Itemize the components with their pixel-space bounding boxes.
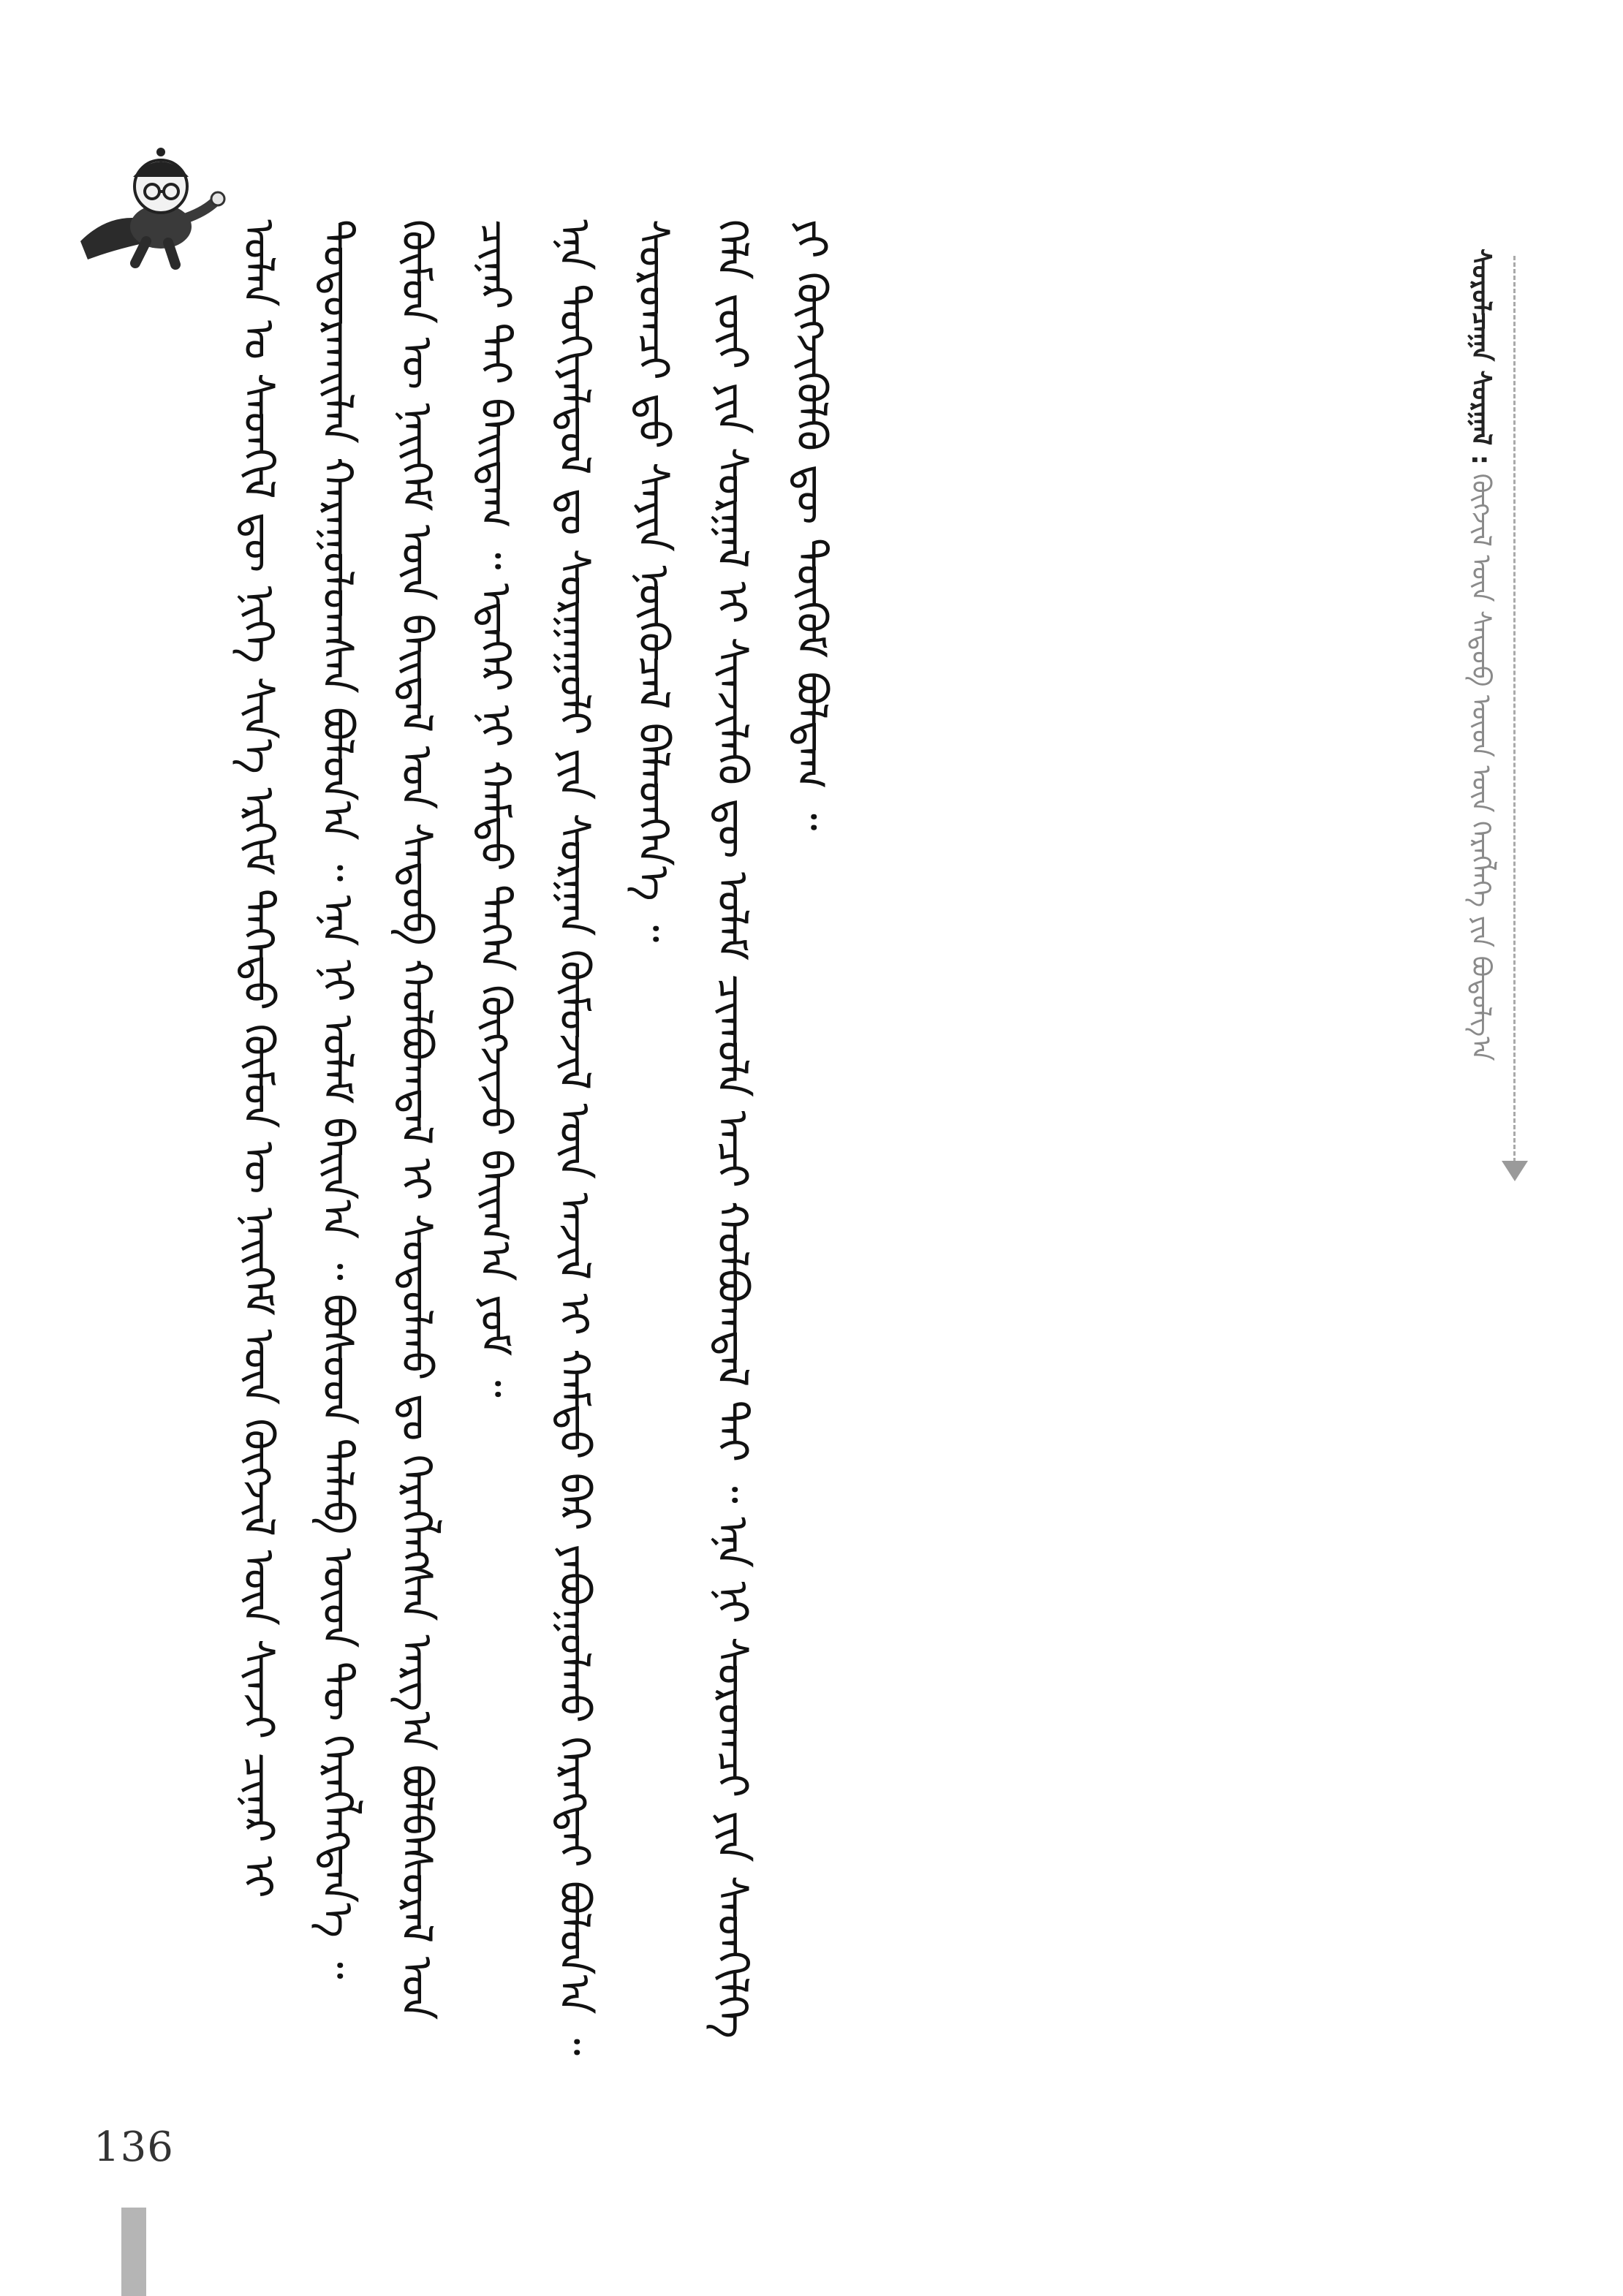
page-number: 136 <box>94 2123 174 2171</box>
paragraph: ᠬᠡᠯᠡ ᠵᠦᠢ ᠶᠢᠨ ᠰᠤᠷᠭᠠᠯ ᠢ ᠰᠢᠨᠵᠢᠯᠡᠬᠦ ᠳᠦ ᠤᠯᠠᠮ ᠴᠢᠬᠤᠯᠠ ᠠᠴᠢ ᠬᠤᠯᠪᠣᠭᠳᠠᠯ ᠲᠠᠢ ᠃ ᠡᠨᠡ ᠨᠢ ᠰᠤᠷᠤᠭᠴᠢ ᠶᠢᠨ ᠰᠡᠳᠬᠢᠯᠭᠡ ᠶᠢ ᠬᠥᠭᠵᠢᠭᠦᠯᠬᠦ ᠳᠦ ᠳᠥᠬᠥᠮ ᠪᠣᠯᠳᠠᠭ ᠃ <box>708 219 836 2039</box>
arrow-down-icon <box>1502 1161 1528 1181</box>
edge-tab <box>121 2208 146 2296</box>
mascot-illustration <box>66 132 227 278</box>
running-header <box>1462 249 1521 1199</box>
paragraph: ᠬᠦᠮᠦᠨ ᠦ ᠨᠡᠢᠭᠡᠮ ᠦᠨ ᠪᠠᠢᠳᠠᠯ ᠤᠨ ᠰᠡᠳᠦᠪ ᠬᠣᠯᠪᠣᠭᠳᠠᠯ ᠢ ᠰᠤᠳᠤᠯᠬᠤ ᠳᠤ ᠬᠡᠷᠡᠭᠯᠡᠭᠰᠡᠨ ᠠᠷᠭ᠎ᠠ ᠪᠣᠯᠪᠠᠰᠤᠷᠠᠯ ᠤᠨ ᠴᠢᠨᠠᠷ ᠲᠠᠢ ᠪᠠᠢᠳᠠᠭ ᠃ ᠡᠳᠡᠭᠡᠷ ᠨᠢ ᠬᠠᠮᠲᠤ ᠳᠡᠭᠡᠨ ᠬᠥᠭᠵᠢᠵᠦ ᠪᠠᠢᠭ᠎ᠠ ᠶᠤᠮ ᠃ <box>392 219 521 2020</box>
paragraph: ᠡᠨᠡ ᠲᠣᠬᠢᠶᠠᠯᠳᠣᠯ ᠳᠤ ᠰᠤᠷᠭᠠᠭᠤᠯᠢ ᠶᠢᠨ ᠰᠤᠷᠭᠠᠨ ᠬᠥᠮᠦᠵᠢᠯ ᠦᠨ ᠠᠵᠢᠯ ᠢ ᠬᠠᠮᠲᠤ ᠪᠡᠷ ᠶᠠᠪᠤᠭᠤᠯᠬᠤ ᠬᠡᠷᠡᠭᠲᠡᠢ ᠪᠣᠯᠤᠨ᠎ᠠ ᠃ ᠰᠤᠷᠤᠭᠴᠢ ᠳ᠋ᠤ ᠰᠠᠶᠢᠨ ᠨᠥᠭᠥᠴᠡᠯ ᠪᠡᠯᠡᠳᠬᠡᠨ᠎ᠡ ᠃ <box>550 219 678 2056</box>
dashed-divider <box>1513 256 1516 1162</box>
paragraph: ᠣᠯᠠᠨ ᠤ ᠰᠡᠳᠬᠢᠯ ᠳᠦ ᠨᠢᠭᠡ ᠰᠢᠨ᠎ᠡ ᠡᠷᠬᠢᠮ ᠳᠡᠭᠡᠳᠦ ᠬᠦᠮᠦᠨ ᠦ ᠨᠡᠢᠭᠡᠮ ᠦᠨ ᠬᠥᠭᠵᠢᠯ ᠦᠨ ᠰᠢᠨᠵᠢ ᠴᠢᠨᠠᠷ ᠢ ᠲᠣᠳᠤᠷᠬᠠᠢᠯᠠᠨ ᠬᠠᠷᠠᠭᠤᠯᠤᠭᠰᠠᠨ ᠪᠣᠯᠤᠨ᠎ᠠ ᠃ ᠡᠨᠡ ᠨᠢ ᠤᠯᠠᠮ ᠪᠠᠢᠨ᠎ᠠ ᠃ ᠪᠤᠰᠤᠳ ᠲᠡᠯᠡᠪ ᠦᠳ ᠲᠦ ᠬᠡᠷᠡᠭᠯᠡᠭᠳᠡᠨ᠎ᠡ ᠃ <box>234 219 363 1979</box>
header-title: ᠬᠦᠭᠵᠢᠯ ᠦᠨ ᠰᠡᠳᠦᠪ ᠦᠳ ᠦᠨ ᠬᠡᠷᠡᠭᠯᠡᠭᠡ ᠶᠢᠨ ᠪᠣᠳᠤᠯᠭ᠎ᠠ <box>1466 473 1496 1061</box>
body-text <box>219 219 1389 2061</box>
header-series-label: ᠰᠤᠷᠤᠯᠴᠠᠭᠠ ᠰᠤᠷᠭᠠᠯ : <box>1466 249 1496 466</box>
